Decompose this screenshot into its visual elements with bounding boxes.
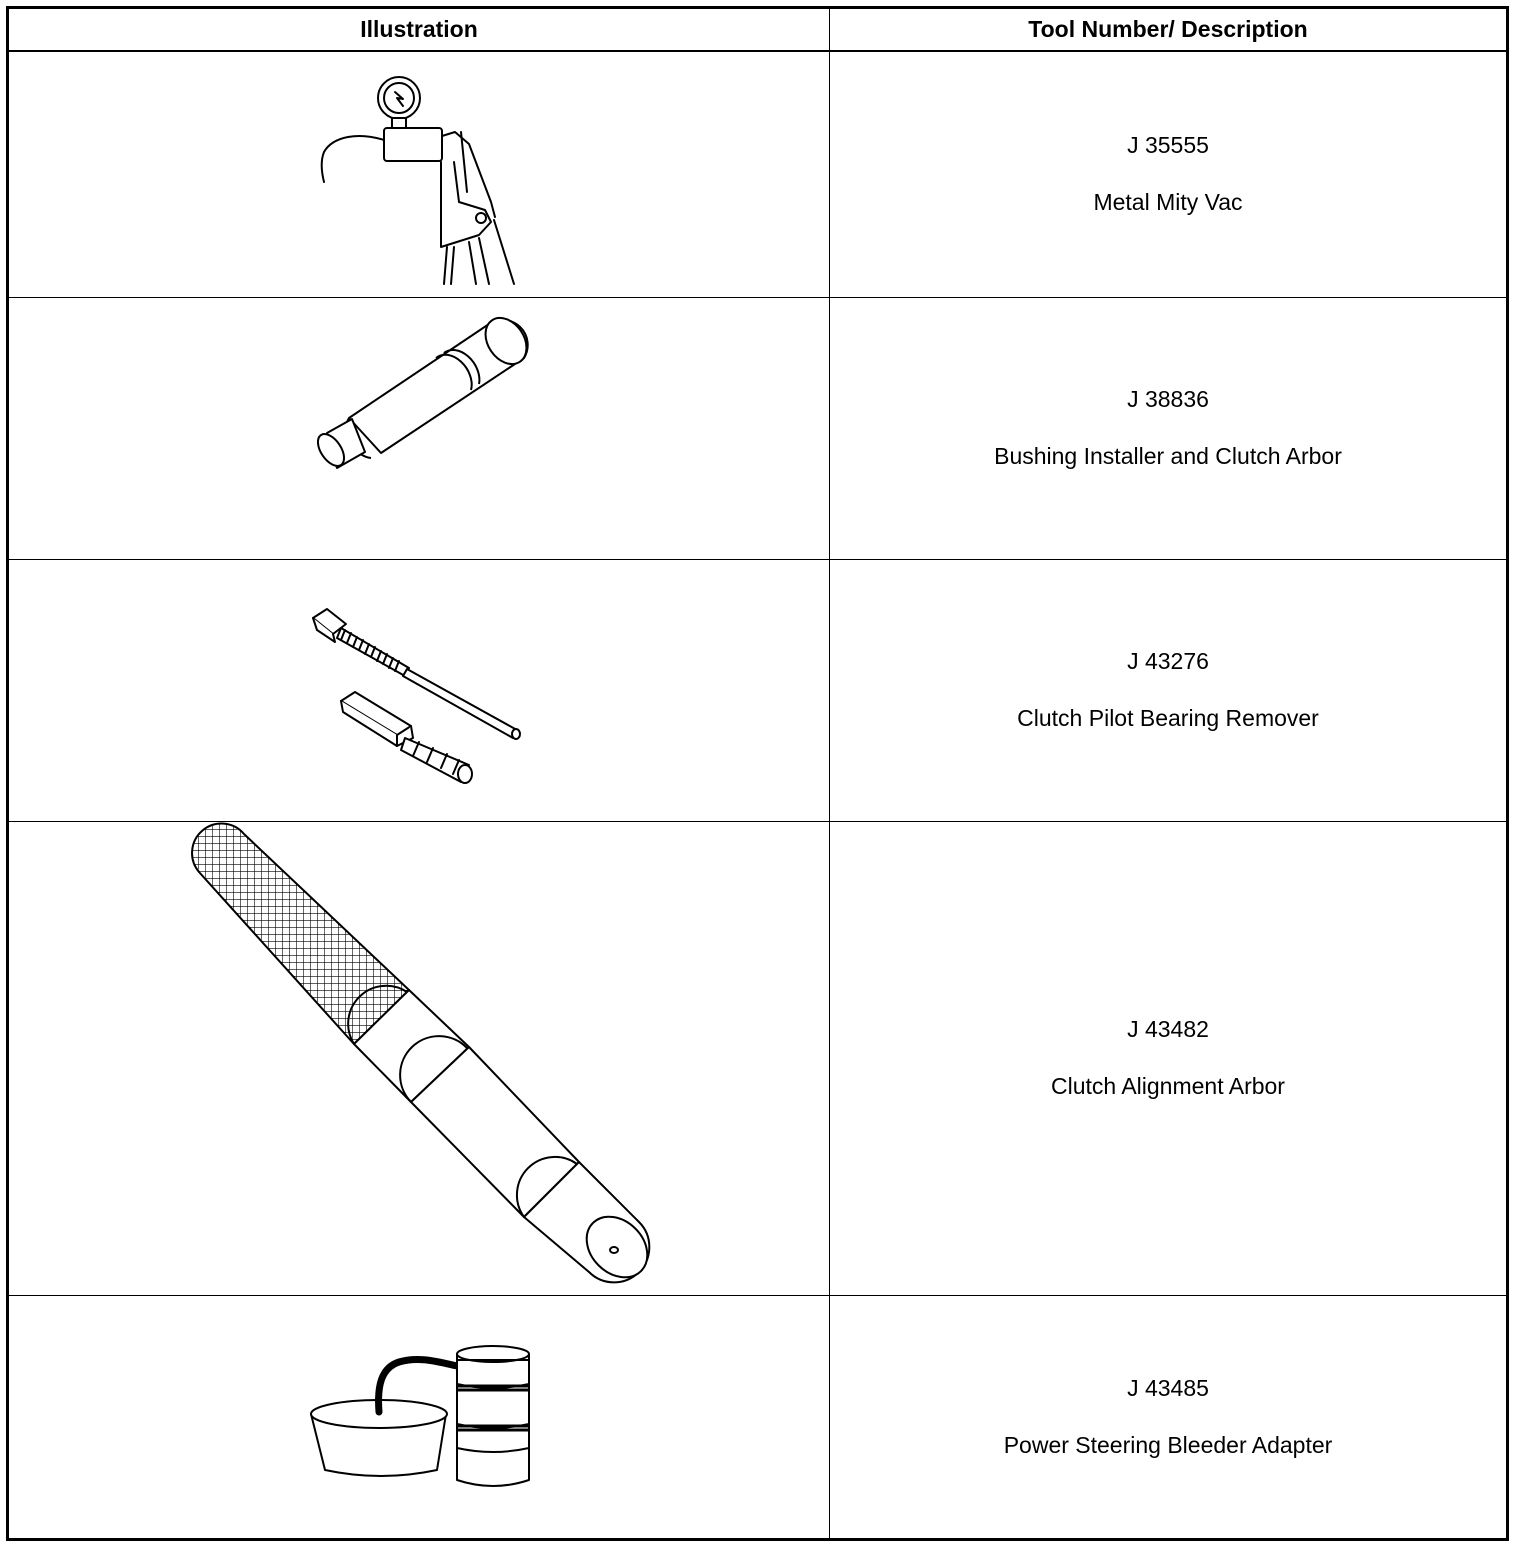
table-row bbox=[8, 51, 1508, 297]
table-row bbox=[8, 297, 1508, 559]
illustration-cell bbox=[8, 1295, 830, 1539]
tool-number: J 38836 bbox=[1127, 386, 1209, 412]
tool-number: J 43485 bbox=[1127, 1374, 1209, 1401]
alignment-arbor-icon bbox=[9, 822, 829, 1294]
tool-description: Bushing Installer and Clutch Arbor bbox=[994, 443, 1342, 469]
description-cell bbox=[830, 297, 1508, 559]
tool-number: J 43482 bbox=[1127, 1016, 1209, 1042]
tool-number: J 35555 bbox=[1127, 132, 1209, 159]
header-description: Tool Number/ Description bbox=[830, 8, 1508, 52]
bleeder-adapter-icon bbox=[9, 1296, 829, 1538]
bearing-remover-icon bbox=[9, 560, 829, 820]
header-illustration: Illustration bbox=[8, 8, 830, 52]
illustration-cell bbox=[8, 559, 830, 821]
illustration-cell bbox=[8, 297, 830, 559]
bushing-installer-icon bbox=[9, 298, 829, 558]
tools-table bbox=[6, 6, 1509, 1541]
description-cell bbox=[830, 51, 1508, 297]
table-row bbox=[8, 559, 1508, 821]
description-cell bbox=[830, 821, 1508, 1295]
table-row bbox=[8, 821, 1508, 1295]
illustration-cell bbox=[8, 821, 830, 1295]
description-cell bbox=[830, 1295, 1508, 1539]
tool-description: Metal Mity Vac bbox=[1093, 189, 1243, 216]
tool-description: Clutch Pilot Bearing Remover bbox=[1017, 705, 1319, 731]
illustration-cell bbox=[8, 51, 830, 297]
description-cell bbox=[830, 559, 1508, 821]
table-row bbox=[8, 1295, 1508, 1539]
vacuum-pump-icon bbox=[9, 52, 829, 296]
header-row bbox=[8, 8, 1508, 52]
tool-description: Power Steering Bleeder Adapter bbox=[1003, 1431, 1333, 1458]
tool-number: J 43276 bbox=[1127, 648, 1209, 674]
tool-description: Clutch Alignment Arbor bbox=[1051, 1073, 1285, 1099]
